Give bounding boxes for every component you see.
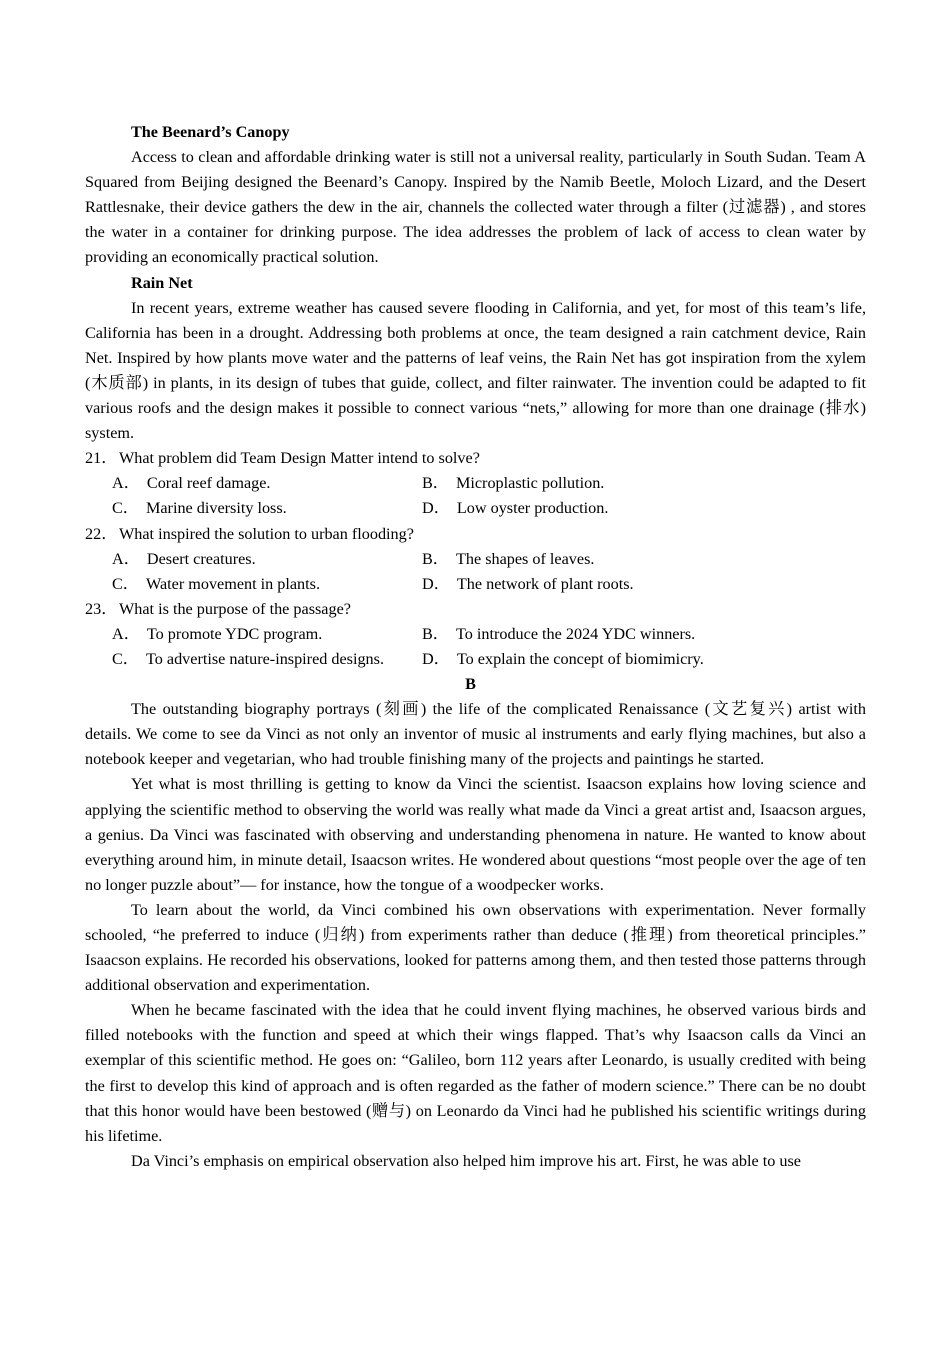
option-text: Coral reef damage. <box>146 474 271 493</box>
question-23-option-d[interactable] <box>422 647 704 672</box>
option-letter: B． <box>422 474 449 493</box>
option-letter: A． <box>112 474 140 493</box>
section-heading-rain-net: Rain Net <box>131 273 193 292</box>
question-block-22 <box>85 522 866 597</box>
option-text: Low oyster production. <box>456 499 609 518</box>
option-letter: A． <box>112 549 140 568</box>
option-letter: C． <box>112 499 139 518</box>
section-paragraph-beenards-canopy: Access to clean and affordable drinking water is still not a universal reality, particularly in South Sudan. Team A Squared from Beijing designed the Beenard’s Canopy. Inspired by the Namib Beetle, Moloch Lizard, and the Desert Rattlesnake, their device gathers the dew in the air, channels the collected water through a filter (过滤器) , and stores the water in a container for drinking purpose. The idea addresses the problem of lack of access to clean water by providing an economically practical solution. <box>85 148 866 267</box>
question-21-option-a[interactable] <box>112 471 270 496</box>
question-23-number: 23． <box>85 599 118 618</box>
question-23-text: What is the purpose of the passage? <box>119 599 351 618</box>
question-block-21 <box>85 446 866 521</box>
option-text: The network of plant roots. <box>456 574 634 593</box>
option-text: Marine diversity loss. <box>145 499 287 518</box>
question-23-option-b[interactable] <box>422 622 695 647</box>
question-21-stem <box>85 446 866 471</box>
option-letter: B． <box>422 549 449 568</box>
question-21-option-d[interactable] <box>422 496 608 521</box>
question-23-options-row-2 <box>85 647 866 672</box>
option-text: To advertise nature-inspired designs. <box>145 649 384 668</box>
question-23-option-c[interactable] <box>112 647 384 672</box>
option-text: Water movement in plants. <box>145 574 320 593</box>
passage-b-paragraph-3: To learn about the world, da Vinci combined his own observations with experimentation. Never formally schooled, “he preferred to induce (归纳) from experiments rather than deduce (推理) from theoretical principles.” Isaacson explains. He recorded his observations, looked for patterns among them, and then tested those patterns through additional observation and experimentation. <box>85 900 866 995</box>
question-23-option-a[interactable] <box>112 622 322 647</box>
question-22-number: 22． <box>85 524 118 543</box>
question-21-option-c[interactable] <box>112 496 287 521</box>
question-23-options-row-1 <box>85 622 866 647</box>
option-text: Desert creatures. <box>146 549 256 568</box>
option-letter: D． <box>422 499 450 518</box>
option-letter: A． <box>112 624 140 643</box>
passage-b-paragraph-4: When he became fascinated with the idea that he could invent flying machines, he observed various birds and filled notebooks with the function and speed at which their wings flapped. That’s why Isaacson calls da Vinci an exemplar of this scientific method. He goes on: “Galileo, born 112 years after Leonardo, is usually credited with being the first to develop this kind of approach and is often regarded as the father of modern science.” There can be no doubt that this honor would have been bestowed (赠与) on Leonardo da Vinci had he published his scientific writings during his lifetime. <box>85 1001 866 1145</box>
option-letter: C． <box>112 649 139 668</box>
question-block-23 <box>85 597 866 672</box>
question-21-options-row-1 <box>85 471 866 496</box>
option-text: To explain the concept of biomimicry. <box>456 649 704 668</box>
option-text: To promote YDC program. <box>146 624 323 643</box>
passage-b-paragraph-2: Yet what is most thrilling is getting to know da Vinci the scientist. Isaacson explains how loving science and applying the scientific method to observing the world was really what made da Vinci a great artist and, Isaacson argues, a genius. Da Vinci was fascinated with observing and understanding phenomena in nature. He wanted to know about everything around him, in minute detail, Isaacson writes. He wondered about questions “most people over the age of ten no longer puzzle about”— for instance, how the tongue of a woodpecker works. <box>85 775 866 894</box>
option-letter: B． <box>422 624 449 643</box>
question-22-option-b[interactable] <box>422 547 594 572</box>
option-letter: D． <box>422 649 450 668</box>
question-21-text: What problem did Team Design Matter intend to solve? <box>119 449 480 468</box>
question-22-option-a[interactable] <box>112 547 256 572</box>
question-21-option-b[interactable] <box>422 471 604 496</box>
question-23-stem <box>85 597 866 622</box>
question-22-options-row-2 <box>85 572 866 597</box>
option-text: The shapes of leaves. <box>455 549 595 568</box>
passage-b-label: B <box>465 675 476 694</box>
question-22-option-d[interactable] <box>422 572 634 597</box>
question-21-options-row-2 <box>85 496 866 521</box>
option-letter: D． <box>422 574 450 593</box>
passage-b-paragraph-5: Da Vinci’s emphasis on empirical observation also helped him improve his art. First, he was able to use <box>131 1151 801 1170</box>
question-22-option-c[interactable] <box>112 572 320 597</box>
option-text: To introduce the 2024 YDC winners. <box>455 624 696 643</box>
passage-b-paragraph-1: The outstanding biography portrays (刻画) the life of the complicated Renaissance (文艺复兴) artist with details. We come to see da Vinci as not only an inventor of music al instruments and early flying machines, but also a notebook keeper and vegetarian, who had trouble finishing many of the projects and paintings he started. <box>85 700 866 769</box>
question-21-number: 21． <box>85 449 118 468</box>
option-text: Microplastic pollution. <box>455 474 605 493</box>
option-letter: C． <box>112 574 139 593</box>
question-22-text: What inspired the solution to urban flooding? <box>119 524 414 543</box>
section-heading-beenards-canopy: The Beenard’s Canopy <box>131 123 290 141</box>
section-paragraph-rain-net: In recent years, extreme weather has caused severe flooding in California, and yet, for most of this team’s life, California has been in a drought. Addressing both problems at once, the team designed a rain catchment device, Rain Net. Inspired by how plants move water and the patterns of leaf veins, the Rain Net has got inspiration from the xylem (木质部) in plants, in its design of tubes that guide, collect, and filter rainwater. The invention could be adapted to fit various roofs and the design makes it possible to connect various “nets,” allowing for more than one drainage (排水) system. <box>85 298 866 443</box>
question-22-options-row-1 <box>85 547 866 572</box>
question-22-stem <box>85 522 866 547</box>
